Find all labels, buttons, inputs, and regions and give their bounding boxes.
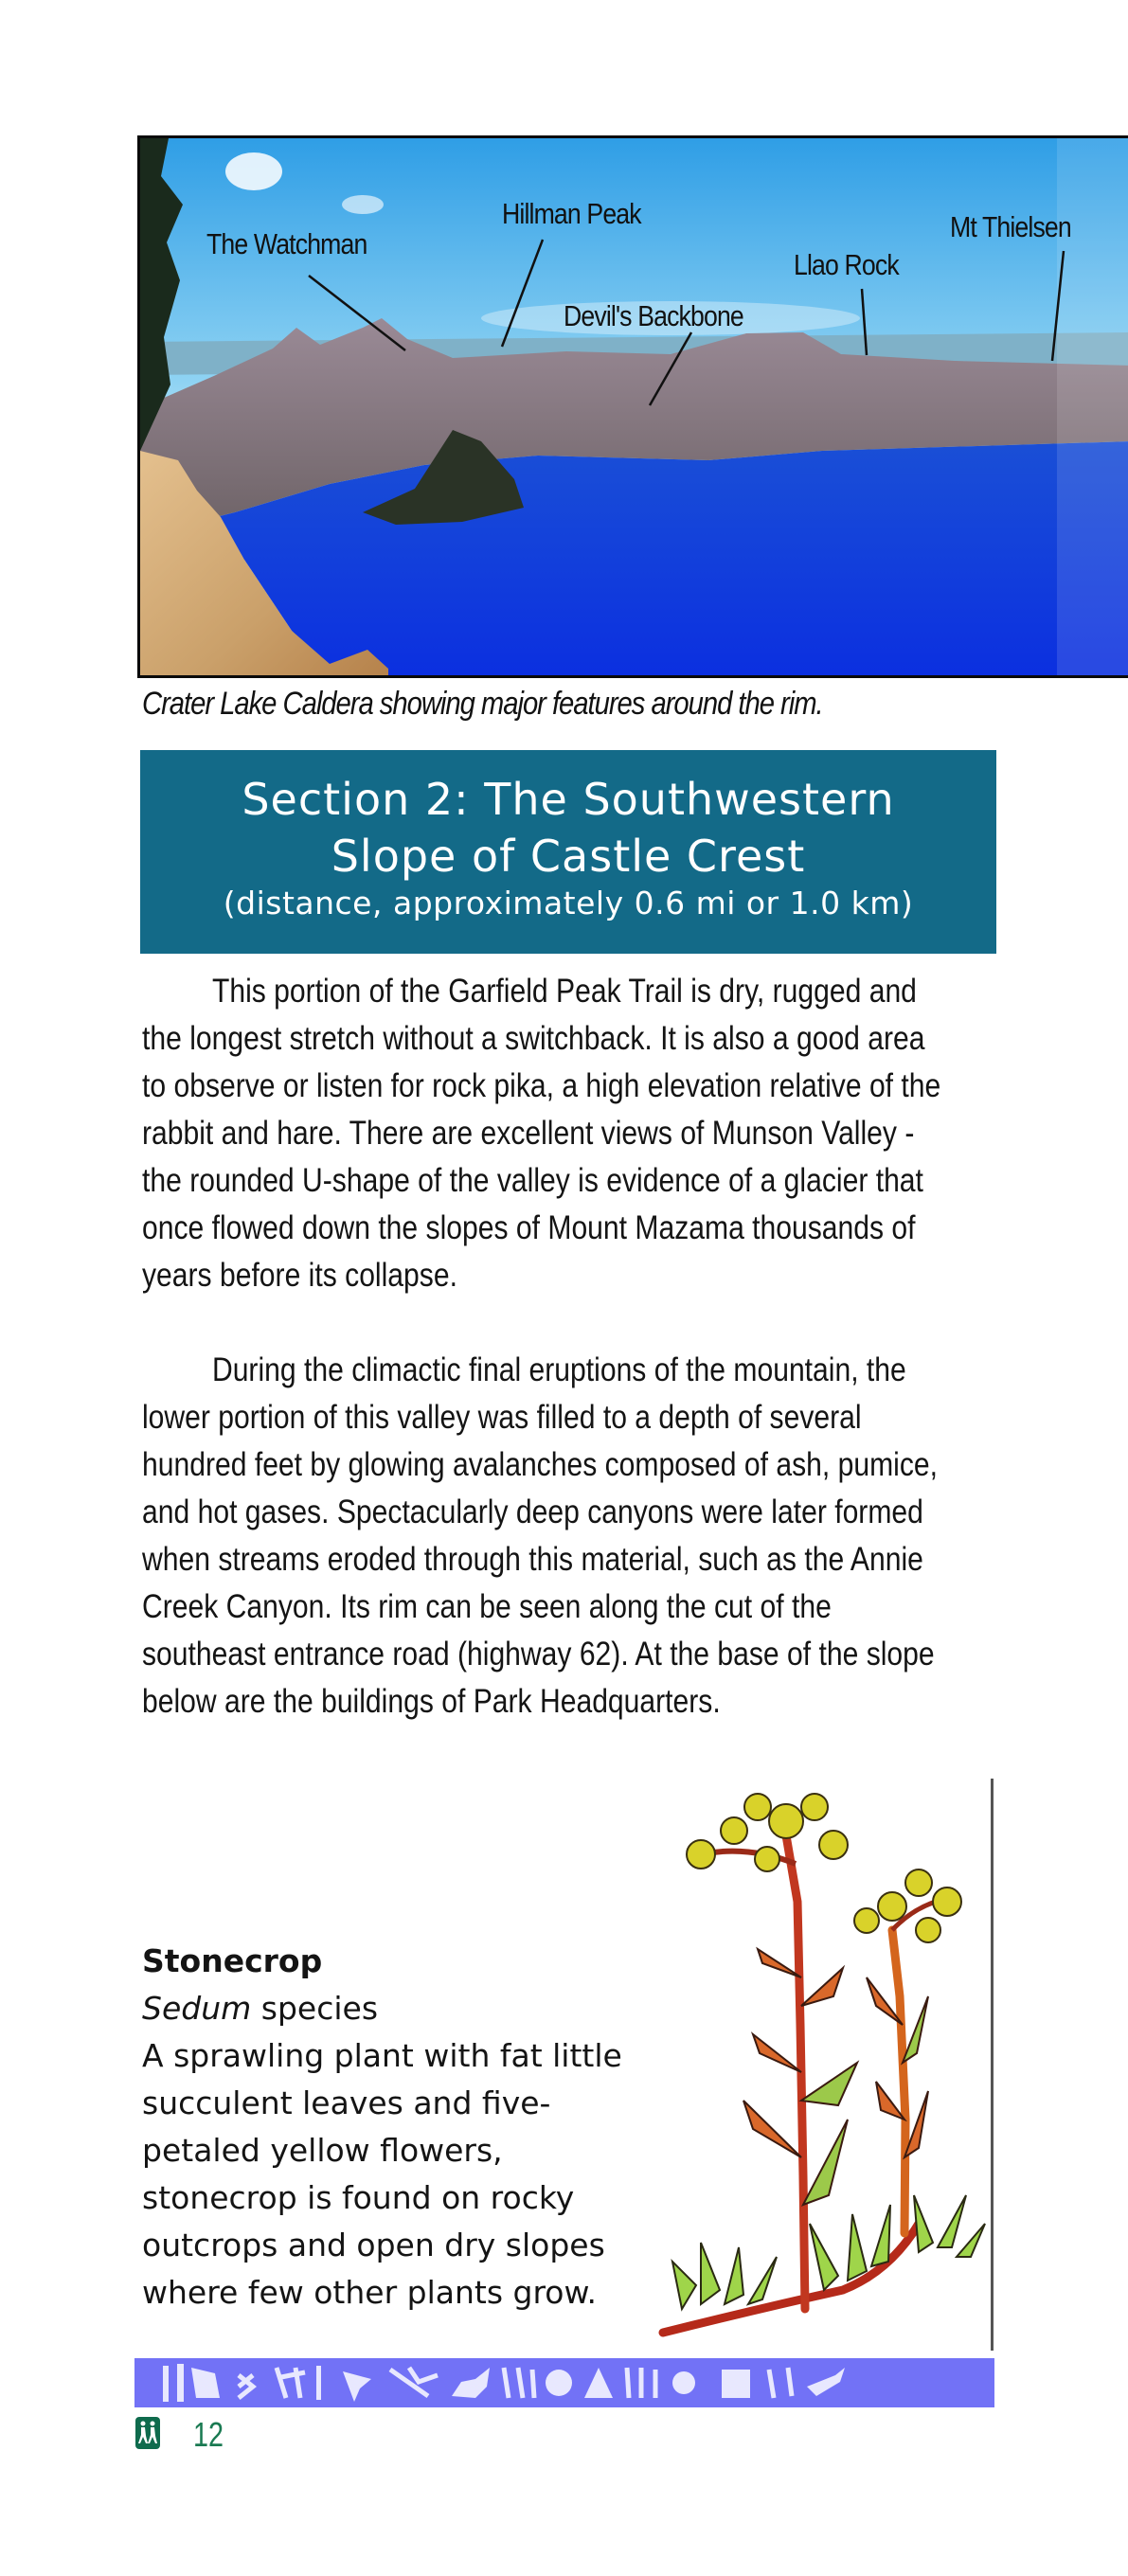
- section-title: [140, 771, 996, 885]
- stonecrop-illustration: [644, 1779, 994, 2347]
- paragraph-1-container: [142, 968, 948, 1299]
- glyph: [584, 2368, 613, 2398]
- glyph: [672, 2371, 695, 2394]
- section-header: [140, 750, 996, 954]
- glyph: [343, 2371, 371, 2402]
- petroglyph-band: [134, 2358, 994, 2407]
- section-distance: (distance, approximately 0.6 mi or 1.0 km): [223, 885, 914, 921]
- petroglyph-figures: [134, 2358, 994, 2407]
- label-llao-rock: Llao Rock: [794, 248, 899, 281]
- glyph: [316, 2366, 321, 2400]
- glyph: [807, 2368, 845, 2396]
- glyph: [452, 2368, 490, 2398]
- glyph: [707, 2368, 750, 2398]
- yellow-flowers: [687, 1794, 961, 1942]
- label-devils-backbone: Devil's Backbone: [564, 299, 743, 332]
- glyph: [546, 2370, 572, 2396]
- glyph: [191, 2368, 220, 2398]
- glyph: [277, 2368, 305, 2398]
- crater-lake-photo: [137, 135, 1128, 678]
- paragraph-1: This portion of the Garfield Peak Trail is dry, rugged and the longest stretch without a switchback. It is also a good area to observe or listen for rock pika, a high elevation relative of the rabbit and hare. There are excellent views of Munson Valley - the rounded U-shape of the valley is evidence of a glacier that once flowed down the slopes of Mount Mazama thousands of years before its collapse.: [142, 973, 941, 1294]
- species-scientific-line: [142, 1985, 635, 2032]
- cloud: [225, 152, 282, 190]
- species-scientific-name: Sedum: [142, 1990, 252, 2027]
- hikers-icon: [135, 2417, 160, 2449]
- glyph: [390, 2368, 438, 2396]
- section-title-line1: Section 2: The Southwestern: [242, 774, 895, 825]
- cloud: [342, 195, 384, 214]
- sidebar-rule: [991, 1779, 994, 2351]
- plant-stem: [892, 1930, 905, 2233]
- species-scientific-suffix: species: [251, 1990, 379, 2027]
- glyph: [163, 2366, 169, 2402]
- label-mt-thielsen: Mt Thielsen: [950, 210, 1071, 243]
- photo-caption: Crater Lake Caldera showing major features around the rim.: [142, 686, 823, 722]
- glyph: [239, 2375, 253, 2398]
- species-description: A sprawling plant with fat little succulent leaves and five-petaled yellow flowers, stonecrop is found on rocky outcrops and open dry slopes where few other plants grow.: [142, 2037, 622, 2311]
- species-name: Stonecrop: [142, 1942, 323, 1979]
- glyph: [627, 2368, 655, 2398]
- glyph: [177, 2364, 184, 2402]
- label-hillman-peak: Hillman Peak: [502, 197, 641, 230]
- label-the-watchman: The Watchman: [206, 227, 367, 260]
- paragraph-2: During the climactic final eruptions of the mountain, the lower portion of this valley was filled to a depth of several hundred feet by glowing avalanches composed of ash, pumice, and hot gases. Spectacularly deep canyons were later formed when streams eroded through this material, such as the Annie Creek Canyon. Its rim can be seen along the cut of the southeast entrance road (highway 62). At the base of the slope below are the buildings of Park Headquarters.: [142, 1351, 938, 1720]
- plant-stem: [786, 1835, 805, 2309]
- glyph: [769, 2368, 792, 2398]
- section-title-line2: Slope of Castle Crest: [331, 831, 806, 882]
- paragraph-2-container: [142, 1347, 948, 1726]
- species-box: [142, 1938, 635, 2317]
- page-number: 12: [193, 2415, 224, 2454]
- glyph: [504, 2368, 534, 2398]
